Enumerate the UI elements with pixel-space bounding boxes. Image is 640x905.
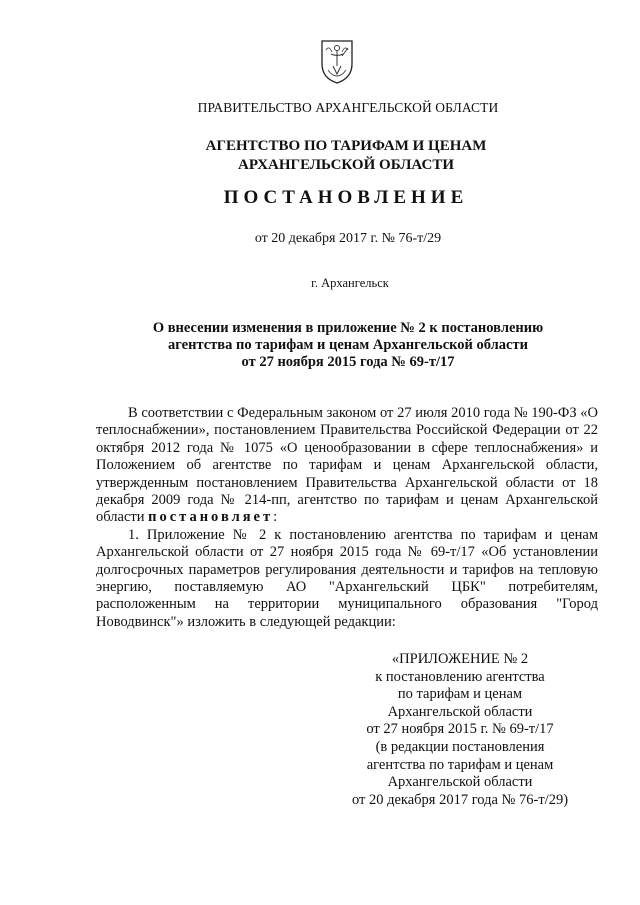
title-line2: агентства по тарифам и ценам Архангельской области: [168, 337, 528, 353]
annex-line: «ПРИЛОЖЕНИЕ № 2: [391, 651, 529, 667]
annex-line: по тарифам и ценам: [397, 686, 523, 703]
document-type: ПОСТАНОВЛЕНИЕ: [223, 187, 469, 208]
government-name: ПРАВИТЕЛЬСТВО АРХАНГЕЛЬСКОЙ ОБЛАСТИ: [197, 100, 499, 115]
agency-name: [26, 137, 640, 175]
annex-line: (в редакции постановления: [375, 738, 545, 755]
document-title: [28, 320, 640, 371]
preamble-paragraph: В соответствии с Федеральным законом от 27 июля 2010 года № 190-ФЗ «О теплоснабжении», постановлением Правительства Российской Федерации от 22 октября 2012 года № 1075 «О ценообразовании в сфере теплоснабжения» и Положением об агентстве по тарифам и ценам Архангельской области, утвержденным постановлением Правительства Архангельской области от 18 декабря 2009 года № 214-пп, агентство по тарифам и ценам Архангельской области постановляет:: [96, 405, 598, 526]
clause-1-paragraph: 1. Приложение № 2 к постановлению агентства по тарифам и ценам Архангельской области от 27 ноября 2015 года № 69-т/17 «Об установлении долгосрочных параметров регулирования деятельности и тарифов на тепловую энергию, поставляемую АО "Архангельский ЦБК" потребителям, расположенным на территории муниципального образования "Город Новодвинск"» изложить в следующей редакции:: [96, 526, 598, 630]
annex-line: к постановлению агентства: [375, 668, 545, 685]
title-line1: О внесении изменения в приложение № 2 к постановлению: [152, 320, 544, 336]
annex-line: Архангельской области: [387, 774, 533, 791]
archangelsk-coat-of-arms-icon: [320, 38, 354, 84]
agency-name-line2: АРХАНГЕЛЬСКОЙ ОБЛАСТИ: [238, 157, 454, 173]
annex-line: агентства по тарифам и ценам: [366, 756, 554, 773]
annex-line: Архангельской области: [387, 703, 533, 720]
annex-line: от 27 ноября 2015 г. № 69-т/17: [366, 721, 554, 738]
preamble-text: В соответствии с Федеральным законом от 27 июля 2010 года № 190-ФЗ «О теплоснабжении», постановлением Правительства Российской Федерации от 22 октября 2012 года № 1075 «О ценообразовании в сфере теплоснабжения» и Положением об агентстве по тарифам и ценам Архангельской области, утвержденным постановлением Правительства Архангельской области от 18 декабря 2009 года № 214-пп, агентство по тарифам и ценам Архангельской области: [96, 405, 598, 526]
annex-header: [330, 651, 590, 809]
agency-name-line1: АГЕНТСТВО ПО ТАРИФАМ И ЦЕНАМ: [205, 138, 487, 154]
document-body: [96, 405, 598, 631]
date-number: от 20 декабря 2017 г. № 76-т/29: [254, 231, 442, 246]
title-line3: от 27 ноября 2015 года № 69-т/17: [241, 354, 455, 370]
city: г. Архангельск: [311, 276, 389, 290]
annex-line: от 20 декабря 2017 года № 76-т/29): [351, 791, 569, 808]
resolves-word: постановляет: [148, 509, 274, 526]
